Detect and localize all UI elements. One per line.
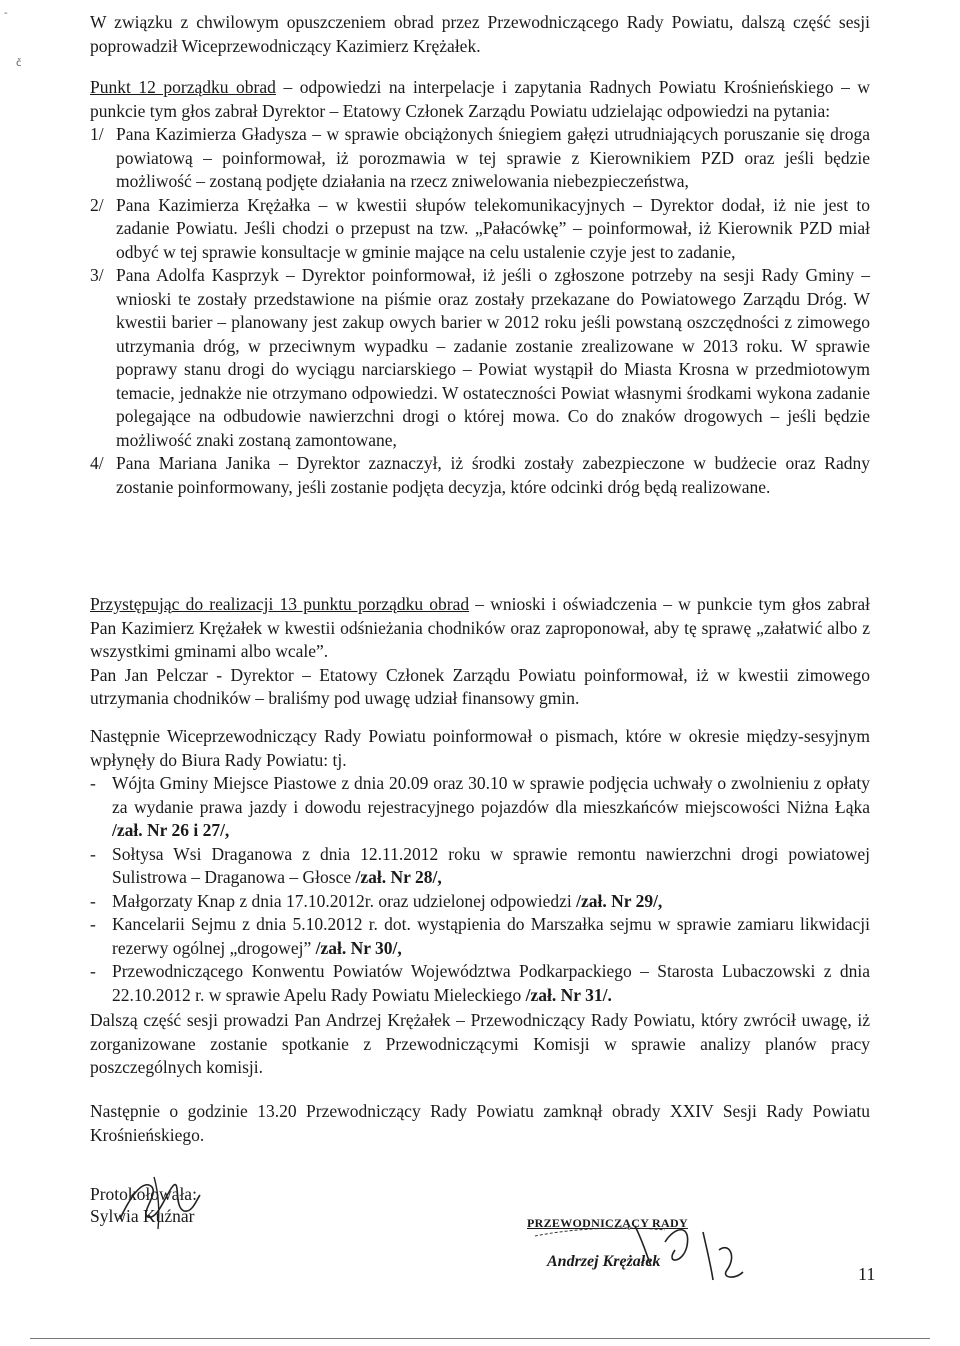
correspondence-item-body: Przewodniczącego Konwentu Powiatów Województwa Podkarpackiego – Starosta Lubaczowski z dnia 22.10.2012 r. w sprawie Apelu Rady Powiatu Mieleckiego (112, 961, 870, 1005)
answer-item-3 (90, 264, 870, 452)
answer-item-text: Pana Kazimierza Krężałka – w kwestii słupów telekomunikacyjnych – Dyrektor dodał, iż nie jest to zadanie Powiatu. Jeśli chodzi o przepust na tzw. „Pałacówkę” – poinformował, iż Kierownik PZD miał odbyć w tej sprawie konsultacje w gminie mające na celu ustalenie czyje jest to zadanie, (116, 194, 870, 262)
continuation-text: Dalszą część sesji prowadzi Pan Andrzej Krężałek – Przewodniczący Rady Powiatu, który zwrócił uwagę, iż zorganizowane zostanie spotkanie z Przewodniczącymi Komisji w sprawie analizy planów pracy poszczególnych komisji. (90, 1010, 870, 1077)
correspondence-item-body: Wójta Gminy Miejsce Piastowe z dnia 20.09 oraz 30.10 w sprawie podjęcia uchwały o zwolnieniu z opłaty za wydanie prawa jazdy i dowodu rejestracyjnego pojazdów dla mieszkańców miejscowości Niżna Łąka (112, 773, 870, 817)
answer-item-text: Pana Mariana Janika – Dyrektor zaznaczył, iż środki zostały zabezpieczone w budżecie oraz Radny zostanie poinformowany, jeśli zostanie podjęta decyzja, które odcinki dróg będą realizowane. (116, 453, 870, 497)
attachment-reference: /zał. Nr 30/, (315, 937, 402, 958)
attachment-reference: /zał. Nr 31/. (525, 984, 612, 1005)
intro-text: W związku z chwilowym opuszczeniem obrad przez Przewodniczącego Rady Powiatu, dalszą część sesji poprowadził Wiceprzewodniczący Kazimierz Krężałek. (90, 12, 870, 56)
correspondence-item-dash: - (90, 961, 96, 981)
bottom-rule (30, 1338, 930, 1339)
attachment-reference: /zał. Nr 28/, (355, 867, 442, 887)
closing-text: Następnie o godzinie 13.20 Przewodniczący Rady Powiatu zamknął obrady XXIV Sesji Rady Powiatu Krośnieńskiego. (90, 1101, 870, 1145)
answer-item-text: Pana Kazimierza Gładysza – w sprawie obciążonych śniegiem gałęzi utrudniających poruszanie się droga powiatową – poinformował, iż porozmawia w tej sprawie z Kierownikiem PZD oraz jeśli będzie możliwość – zostaną podjęte działania na rzecz zniwelowania niebezpieczeństwa, (116, 124, 870, 191)
answer-item-label: 2/ (90, 194, 104, 215)
minutes-taker-role: Protokołowała: (90, 1184, 197, 1204)
minutes-taker-signature (90, 1183, 260, 1227)
punkt-12-section (90, 76, 870, 499)
stamp-title: PRZEWODNICZĄCY RADY (527, 1216, 688, 1230)
correspondence-item-dash: - (90, 773, 96, 793)
correspondence-item-dash: - (90, 914, 96, 934)
correspondence-item-text (112, 913, 870, 960)
handwritten-signature-right (515, 1206, 755, 1286)
correspondence-item-5 (90, 960, 870, 1007)
stamp-name: Andrzej Krężałek (547, 1253, 661, 1270)
punkt-12-lead (90, 76, 870, 123)
answer-item-label: 4/ (90, 453, 104, 473)
margin-mark-top: - (4, 8, 8, 19)
closing-paragraph (90, 1100, 870, 1147)
correspondence-section (90, 725, 870, 1007)
punkt-12-lead-text: – odpowiedzi na interpelacje i zapytania Radnych Powiatu Krośnieńskiego – w punkcie tym głos zabrał Dyrektor – Etatowy Członek Zarządu Powiatu udzielając odpowiedzi na pytania: (90, 77, 870, 121)
punkt-13-lead-text: – wnioski i oświadczenia – w punkcie tym głos zabrał Pan Kazimierz Krężałek w kwestii odśnieżania chodników oraz zaproponował, aby tę sprawę „załatwić albo z wszystkimi gminami albo wcale”. (90, 594, 870, 661)
punkt-13-paragraph-2: Pan Jan Pelczar - Dyrektor – Etatowy Członek Zarządu Powiatu poinformował, iż w kwestii zimowego utrzymania chodników – braliśmy pod uwagę udział finansowy gmin. (90, 664, 870, 708)
correspondence-item-body: Małgorzaty Knap z dnia 17.10.2012r. oraz udzielonej odpowiedzi (112, 890, 577, 911)
punkt-13-lead (90, 593, 870, 664)
correspondence-item-body: Kancelarii Sejmu z dnia 5.10.2012 r. dot. wystąpienia do Marszałka sejmu w sprawie zamiaru likwidacji rezerwy ogólnej „drogowej” (112, 914, 870, 958)
answer-item-text: Pana Adolfa Kasprzyk – Dyrektor poinformował, iż jeśli o zgłoszone potrzeby na sesji Rady Gminy – wnioski te zostały przedstawione na piśmie oraz zostały przekazane do Powiatowego Zarządu Dróg. W kwestii barier – planowany jest zakup owych barier w 2012 roku jeśli powstaną oszczędności z zimowego utrzymania dróg, w przeciwnym wypadku – zadanie zostanie zrealizowane w 2013 roku. W sprawie poprawy stanu drogi do wyciągu narciarskiego – Powiat wystąpił do Miasta Krosna w przedmiotowym temacie, jednakże nie otrzymano odpowiedzi. W ostateczności Powiat własnymi środkami wykona zadanie polegające na odbudowie nawierzchni drogi o której mowa. Co do znaków drogowych – jeśli będzie możliwość znaki zostaną zamontowane, (116, 265, 870, 450)
chairman-stamp (525, 1212, 725, 1282)
answer-item-1 (90, 123, 870, 194)
minutes-taker-name: Sylwia Kuźnar (90, 1206, 195, 1226)
answer-item-4 (90, 452, 870, 499)
correspondence-item-text (112, 772, 870, 843)
attachment-reference: /zał. Nr 26 i 27/, (112, 820, 230, 840)
correspondence-intro: Następnie Wiceprzewodniczący Rady Powiatu poinformował o pismach, które w okresie między-sesyjnym wpłynęły do Biura Rady Powiatu: tj. (90, 726, 870, 770)
answer-item-label: 1/ (90, 124, 104, 144)
correspondence-item-3 (90, 890, 870, 914)
punkt-12-heading: Punkt 12 porządku obrad (90, 77, 276, 97)
correspondence-item-text (112, 843, 870, 890)
answer-item-2 (90, 194, 870, 265)
punkt-13-section (90, 593, 870, 711)
intro-paragraph (90, 11, 870, 58)
continuation-paragraph (90, 1009, 870, 1080)
correspondence-item-text (112, 890, 870, 914)
correspondence-item-text (112, 960, 870, 1007)
correspondence-item-dash: - (90, 843, 96, 864)
attachment-reference: /zał. Nr 29/, (576, 890, 663, 911)
correspondence-item-4 (90, 913, 870, 960)
correspondence-item-dash: - (90, 890, 96, 911)
correspondence-item-body: Sołtysa Wsi Draganowa z dnia 12.11.2012 roku w sprawie remontu nawierzchni drogi powiatowej Sulistrowa – Draganowa – Głosce (112, 843, 870, 887)
correspondence-item-2 (90, 843, 870, 890)
correspondence-item-1 (90, 772, 870, 843)
punkt-13-heading: Przystępując do realizacji 13 punktu porządku obrad (90, 594, 470, 614)
answer-item-label: 3/ (90, 265, 104, 285)
margin-mark-side: č (16, 58, 22, 69)
page-number: 11 (858, 1264, 876, 1284)
handwritten-signature-left (114, 1173, 204, 1233)
